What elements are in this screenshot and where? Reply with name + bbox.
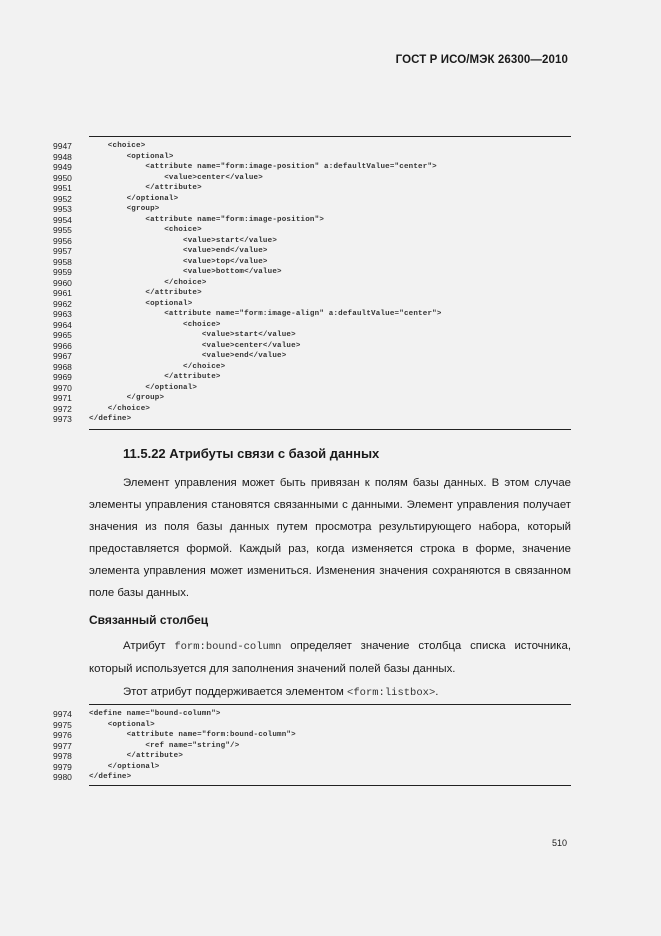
code-line xyxy=(0,709,661,720)
code-line xyxy=(0,404,661,415)
line-number: 9953 xyxy=(53,204,72,214)
bottom-rule xyxy=(89,785,571,786)
line-number: 9980 xyxy=(53,772,72,782)
line-number: 9949 xyxy=(53,162,72,172)
line-number: 9956 xyxy=(53,235,72,246)
attribute-code: form:bound-column xyxy=(174,641,282,653)
code-line xyxy=(0,720,661,731)
line-number: 9974 xyxy=(53,709,72,719)
code-text: <attribute name="form:image-position"> xyxy=(89,215,325,224)
element-code: <form:listbox> xyxy=(347,687,436,699)
code-line xyxy=(0,351,661,362)
bound-column-paragraph xyxy=(89,635,571,680)
code-text: <value>center</value> xyxy=(89,173,263,182)
code-text: </choice> xyxy=(89,278,207,287)
line-number: 9969 xyxy=(53,372,72,382)
code-line xyxy=(0,372,661,383)
code-line xyxy=(0,173,661,184)
code-text: <value>start</value> xyxy=(89,236,278,245)
code-lines xyxy=(0,141,661,425)
line-number: 9964 xyxy=(53,319,72,330)
code-text: </attribute> xyxy=(89,289,202,297)
line-number: 9962 xyxy=(53,298,72,309)
text-after: . xyxy=(435,686,439,698)
code-line xyxy=(0,751,661,762)
code-line xyxy=(0,236,661,247)
code-line xyxy=(0,762,661,773)
code-text: </optional> xyxy=(89,383,198,392)
line-number: 9952 xyxy=(53,193,72,204)
code-text: <define name="bound-column"> xyxy=(89,710,221,718)
code-text: <optional> xyxy=(89,152,174,161)
page-header: ГОСТ Р ИСО/МЭК 26300—2010 xyxy=(395,54,568,66)
line-number: 9979 xyxy=(53,761,72,772)
code-text: <choice> xyxy=(89,226,202,234)
code-line xyxy=(0,309,661,320)
code-text: <attribute name="form:bound-column"> xyxy=(89,731,296,739)
text-after: определяет значение столбца списка источника, который используется для заполнения значений полей базы данных. xyxy=(89,640,571,675)
line-number: 9972 xyxy=(53,403,72,414)
code-text: <value>end</value> xyxy=(89,352,287,360)
line-number: 9968 xyxy=(53,361,72,372)
code-line xyxy=(0,330,661,341)
line-number: 9955 xyxy=(53,225,72,235)
line-number: 9959 xyxy=(53,267,72,277)
line-number: 9960 xyxy=(53,277,72,288)
line-number: 9957 xyxy=(53,246,72,256)
text-before: Этот атрибут поддерживается элементом xyxy=(123,686,348,698)
subsection-title: Связанный столбец xyxy=(89,613,209,627)
code-line xyxy=(0,194,661,205)
code-text: </attribute> xyxy=(89,373,221,381)
code-text: </define> xyxy=(89,773,132,781)
code-line xyxy=(0,772,661,783)
code-line xyxy=(0,246,661,257)
code-line xyxy=(0,267,661,278)
bottom-rule xyxy=(89,429,571,430)
code-line xyxy=(0,341,661,352)
code-line xyxy=(0,299,661,310)
code-text: <value>bottom</value> xyxy=(89,268,282,276)
code-text: <value>center</value> xyxy=(89,341,301,350)
line-number: 9966 xyxy=(53,340,72,351)
code-text: </choice> xyxy=(89,362,226,371)
code-lines xyxy=(0,709,661,783)
line-number: 9975 xyxy=(53,719,72,730)
code-line xyxy=(0,152,661,163)
line-number: 9954 xyxy=(53,214,72,225)
code-text: <value>end</value> xyxy=(89,247,268,255)
code-line xyxy=(0,204,661,215)
line-number: 9947 xyxy=(53,141,72,151)
code-text: </choice> xyxy=(89,404,151,413)
code-line xyxy=(0,741,661,752)
code-text: <ref name="string"/> xyxy=(89,741,240,750)
code-text: <attribute name="form:image-align" a:defaultValue="center"> xyxy=(89,310,442,318)
code-line xyxy=(0,393,661,404)
code-line xyxy=(0,162,661,173)
line-number: 9967 xyxy=(53,351,72,361)
code-line xyxy=(0,414,661,425)
line-number: 9978 xyxy=(53,751,72,761)
line-number: 9971 xyxy=(53,393,72,403)
code-line xyxy=(0,288,661,299)
code-line xyxy=(0,141,661,152)
code-text: <choice> xyxy=(89,320,221,329)
listbox-paragraph xyxy=(89,681,571,704)
top-rule xyxy=(89,704,571,705)
line-number: 9950 xyxy=(53,172,72,183)
code-line xyxy=(0,383,661,394)
code-text: <optional> xyxy=(89,299,193,308)
line-number: 9977 xyxy=(53,740,72,751)
section-paragraph: Элемент управления может быть привязан к полям базы данных. В этом случае элементы управления становятся связанными с данными. Элемент управления получает значения из поля базы данных путем просмотра результирующего набора, который предоставляется формой. Каждый раз, когда изменяется строка в форме, значение элемента управления может измениться. Изменения значения сохраняются в связанном поле базы данных. xyxy=(89,477,571,599)
code-text: </define> xyxy=(89,415,132,423)
code-line xyxy=(0,183,661,194)
line-number: 9963 xyxy=(53,309,72,319)
code-text: <optional> xyxy=(89,720,155,729)
section-title: 11.5.22 Атрибуты связи с базой данных xyxy=(123,446,380,461)
code-text: </optional> xyxy=(89,194,179,203)
code-text: <value>top</value> xyxy=(89,257,268,266)
line-number: 9961 xyxy=(53,288,72,298)
code-line xyxy=(0,730,661,741)
code-line xyxy=(0,225,661,236)
code-line xyxy=(0,362,661,373)
line-number: 9948 xyxy=(53,151,72,162)
code-line xyxy=(0,257,661,268)
line-number: 9976 xyxy=(53,730,72,740)
code-text: <attribute name="form:image-position" a:defaultValue="center"> xyxy=(89,163,437,171)
code-text: <group> xyxy=(89,205,160,213)
code-text: </optional> xyxy=(89,762,160,771)
code-text: </attribute> xyxy=(89,184,202,192)
page-number: 510 xyxy=(552,838,568,848)
line-number: 9965 xyxy=(53,330,72,340)
line-number: 9973 xyxy=(53,414,72,424)
top-rule xyxy=(89,136,571,137)
code-line xyxy=(0,215,661,226)
code-text: </group> xyxy=(89,394,165,402)
code-text: <choice> xyxy=(89,142,146,150)
code-text: <value>start</value> xyxy=(89,331,296,339)
code-line xyxy=(0,320,661,331)
code-text: </attribute> xyxy=(89,752,184,760)
code-line xyxy=(0,278,661,289)
line-number: 9951 xyxy=(53,183,72,193)
line-number: 9958 xyxy=(53,256,72,267)
line-number: 9970 xyxy=(53,382,72,393)
text-before: Атрибут xyxy=(123,640,175,652)
